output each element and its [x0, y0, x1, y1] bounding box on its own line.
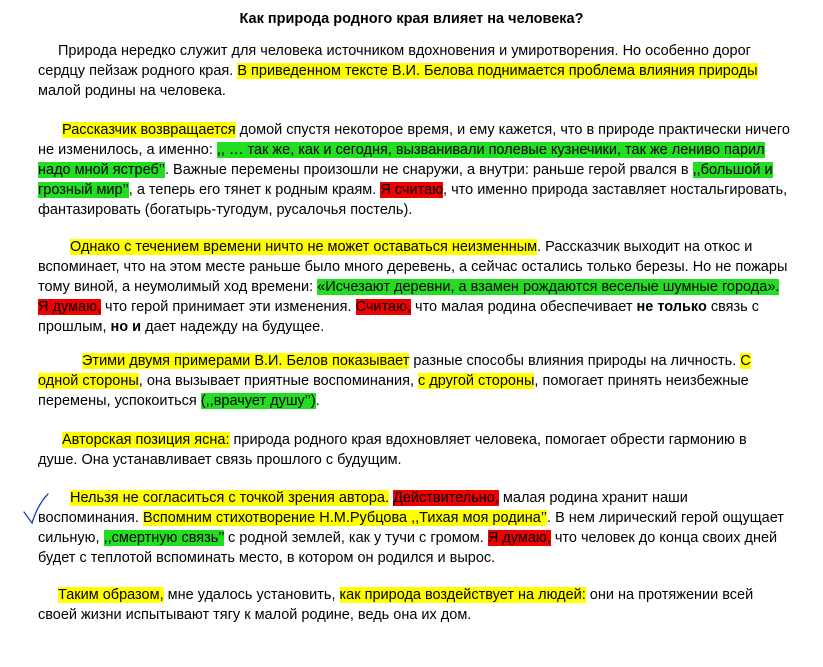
text: что герой принимает эти изменения. [100, 299, 356, 315]
text: они на протяжении всей своей жизни испытывают тягу к малой родине, ведь она их дом. [38, 587, 754, 623]
text: что малая родина обеспечивает [410, 299, 637, 315]
text: малая родина хранит наши воспоминания. [38, 490, 688, 526]
quote-highlight: ,, … так же, как и сегодня, вызванивали полевые кузнечики, так же лениво парил надо мной ястреб’’ [38, 142, 765, 178]
text: мне удалось установить, [163, 587, 340, 603]
paragraph-example-2 [38, 237, 790, 337]
text: . Важные перемены произошли не снаружи, а внутри: раньше герой рвался в [165, 162, 693, 178]
text: , что именно природа заставляет ностальгировать, фантазировать (богатырь-тугодум, русалочья постель). [38, 182, 788, 218]
paragraph-intro [38, 41, 790, 101]
paragraph-author-position [38, 430, 790, 470]
text: связь с прошлым, [38, 299, 759, 335]
pen-checkmark-icon [22, 490, 52, 530]
text: , а теперь его тянет к родным краям. [128, 182, 381, 198]
quote-highlight: «Исчезают деревни, а взамен рождаются веселые шумные города». [317, 279, 780, 295]
opinion-highlight: Я думаю, [487, 530, 551, 546]
text: что человек до конца своих дней будет с теплотой вспоминать место, в котором он родился и вырос. [38, 530, 778, 566]
paragraph-conclusion [38, 585, 790, 625]
highlight-connector: С одной стороны [38, 353, 751, 389]
opinion-highlight: Я считаю [380, 182, 444, 198]
highlight-position: Авторская позиция ясна: [62, 432, 230, 448]
text: дает надежду на будущее. [141, 319, 325, 335]
quote-highlight: (,,врачует душу’’) [200, 393, 316, 409]
text: . [315, 393, 320, 409]
bold-text: но и [110, 319, 142, 335]
text: , она вызывает приятные воспоминания, [138, 373, 418, 389]
text: . Рассказчик выходит на откос и вспоминает, что на этом месте раньше было много деревень, а сейчас остались только березы. Но не пожары тому виной, а неумолимый ход времени: [38, 239, 788, 295]
highlight-conclusion: как природа воздействует на людей: [339, 587, 586, 603]
highlight-problem: В приведенном тексте В.И. Белова поднимается проблема влияния природы [237, 63, 758, 79]
text: малой родины на человека. [38, 83, 226, 99]
paragraph-link [38, 351, 790, 411]
bold-text: не только [636, 299, 707, 315]
text: с родной землей, как у тучи с громом. [223, 530, 488, 546]
highlight-agreement: Нельзя не согласиться с точкой зрения автора. [70, 490, 390, 506]
essay-title: Как природа родного края влияет на человека? [239, 11, 584, 27]
text: . В нем лирический герой ощущает сильную, [38, 510, 784, 546]
opinion-highlight: Я думаю, [38, 299, 101, 315]
highlight-argument: Вспомним стихотворение Н.М.Рубцова ,,Тихая моя родина’’ [142, 510, 548, 526]
highlight-connector: с другой стороны [418, 373, 535, 389]
highlight-narrator: Рассказчик возвращается [62, 122, 236, 138]
paragraph-example-1 [38, 120, 790, 220]
text: природа родного края вдохновляет человека, помогает обрести гармонию в душе. Она устанавливает связь прошлого с будущим. [38, 432, 747, 468]
text: разные способы влияния природы на личность. [409, 353, 741, 369]
highlight-conclusion: Таким образом, [58, 587, 164, 603]
paragraph-agreement [38, 488, 790, 568]
highlight-link: Этими двумя примерами В.И. Белов показывает [82, 353, 410, 369]
quote-highlight: ,,большой и грозный мир’’ [38, 162, 773, 198]
opinion-highlight: Считаю, [355, 299, 411, 315]
text: домой спустя некоторое время, и ему кажется, что в природе практически ничего не изменилось, а именно: [38, 122, 790, 158]
highlight-thesis: Однако с течением времени ничто не может оставаться неизменным [70, 239, 538, 255]
text: Природа нередко служит для человека источником вдохновения и умиротворения. Но особенно дорог сердцу пейзаж родного края. [38, 43, 751, 79]
quote-highlight: ,,смертную связь’’ [103, 530, 224, 546]
text: , помогает принять неизбежные перемены, успокоиться [38, 373, 749, 409]
opinion-highlight: Действительно, [393, 490, 499, 506]
